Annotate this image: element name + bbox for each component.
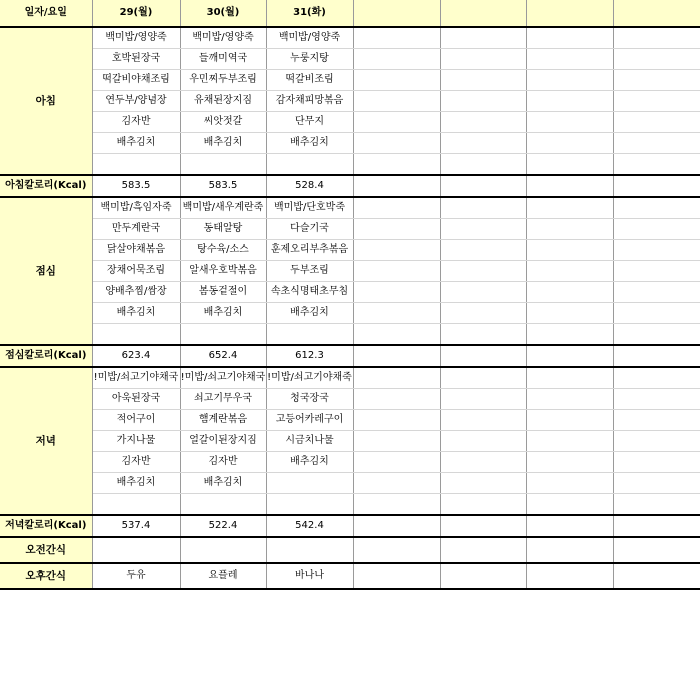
empty-cell[interactable]: [613, 133, 700, 154]
empty-cell[interactable]: [526, 473, 613, 494]
empty-cell[interactable]: [440, 70, 526, 91]
empty-cell[interactable]: [526, 219, 613, 240]
empty-cell[interactable]: [353, 261, 440, 282]
empty-cell[interactable]: [613, 537, 700, 563]
empty-cell[interactable]: [353, 27, 440, 49]
empty-cell[interactable]: [440, 367, 526, 389]
snack-item-cell[interactable]: [180, 537, 266, 563]
empty-cell[interactable]: [526, 133, 613, 154]
empty-cell[interactable]: [353, 563, 440, 589]
empty-cell[interactable]: [353, 515, 440, 537]
header-row: [0, 0, 700, 27]
snack-row: [0, 563, 700, 589]
empty-cell[interactable]: [526, 452, 613, 473]
empty-cell[interactable]: [526, 537, 613, 563]
menu-item-cell[interactable]: 닭살야채볶음: [92, 240, 180, 261]
menu-row: [0, 324, 700, 346]
empty-cell[interactable]: [353, 537, 440, 563]
menu-item-cell[interactable]: [92, 494, 180, 516]
menu-item-cell[interactable]: 김자반: [92, 452, 180, 473]
day-header-cell[interactable]: 30(월): [180, 0, 266, 27]
empty-cell[interactable]: [440, 133, 526, 154]
menu-item-cell[interactable]: 얼갈이된장지짐: [180, 431, 266, 452]
menu-item-cell[interactable]: 우민찌두부조림: [180, 70, 266, 91]
kcal-value-cell[interactable]: 652.4: [180, 345, 266, 367]
day-header-cell[interactable]: 31(화): [266, 0, 353, 27]
empty-cell[interactable]: [440, 49, 526, 70]
menu-item-cell[interactable]: 시금치나물: [266, 431, 353, 452]
kcal-row: [0, 345, 700, 367]
menu-item-cell[interactable]: 호박된장국: [92, 49, 180, 70]
kcal-value-cell[interactable]: 537.4: [92, 515, 180, 537]
menu-row: [0, 27, 700, 49]
empty-cell[interactable]: [526, 27, 613, 49]
empty-cell[interactable]: [613, 389, 700, 410]
empty-cell[interactable]: [353, 154, 440, 176]
empty-cell[interactable]: [440, 197, 526, 219]
menu-row: [0, 219, 700, 240]
menu-row: [0, 389, 700, 410]
empty-cell[interactable]: [613, 70, 700, 91]
menu-item-cell[interactable]: [92, 154, 180, 176]
menu-item-cell[interactable]: !미밥/쇠고기야채죽: [266, 367, 353, 389]
menu-item-cell[interactable]: 두부조림: [266, 261, 353, 282]
meal-label-cell[interactable]: 저녁: [0, 367, 92, 515]
empty-cell[interactable]: [440, 563, 526, 589]
day-header-cell[interactable]: [440, 0, 526, 27]
menu-item-cell[interactable]: 백미밥/새우계란죽: [180, 197, 266, 219]
menu-item-cell[interactable]: 배추김치: [266, 452, 353, 473]
menu-item-cell[interactable]: 백미밥/영양죽: [180, 27, 266, 49]
empty-cell[interactable]: [440, 494, 526, 516]
menu-item-cell[interactable]: 배추김치: [180, 133, 266, 154]
empty-cell[interactable]: [613, 473, 700, 494]
empty-cell[interactable]: [353, 494, 440, 516]
empty-cell[interactable]: [613, 112, 700, 133]
menu-item-cell[interactable]: [266, 154, 353, 176]
kcal-value-cell[interactable]: 583.5: [180, 175, 266, 197]
empty-cell[interactable]: [613, 49, 700, 70]
meal-label-cell[interactable]: 점심: [0, 197, 92, 345]
menu-item-cell[interactable]: 알새우호박볶음: [180, 261, 266, 282]
empty-cell[interactable]: [440, 303, 526, 324]
menu-item-cell[interactable]: 백미밥/흑임자죽: [92, 197, 180, 219]
menu-item-cell[interactable]: 탕수육/소스: [180, 240, 266, 261]
menu-item-cell[interactable]: 배추김치: [92, 133, 180, 154]
empty-cell[interactable]: [353, 389, 440, 410]
meal-label-cell[interactable]: 아침: [0, 27, 92, 175]
menu-item-cell[interactable]: 백미밥/영양죽: [266, 27, 353, 49]
menu-item-cell[interactable]: 봄동겉절이: [180, 282, 266, 303]
snack-label-cell[interactable]: 오전간식: [0, 537, 92, 563]
snack-item-cell[interactable]: [266, 537, 353, 563]
empty-cell[interactable]: [353, 197, 440, 219]
empty-cell[interactable]: [613, 563, 700, 589]
empty-cell[interactable]: [613, 219, 700, 240]
menu-row: [0, 494, 700, 516]
menu-row: [0, 112, 700, 133]
empty-cell[interactable]: [613, 261, 700, 282]
kcal-value-cell[interactable]: 542.4: [266, 515, 353, 537]
empty-cell[interactable]: [440, 175, 526, 197]
menu-item-cell[interactable]: 동태알탕: [180, 219, 266, 240]
menu-item-cell[interactable]: [180, 324, 266, 346]
menu-item-cell[interactable]: !미밥/쇠고기야채국: [92, 367, 180, 389]
menu-row: [0, 240, 700, 261]
menu-item-cell[interactable]: 배추김치: [180, 473, 266, 494]
menu-item-cell[interactable]: 훈제오리부추볶음: [266, 240, 353, 261]
empty-cell[interactable]: [526, 175, 613, 197]
menu-row: [0, 431, 700, 452]
menu-item-cell[interactable]: 씨앗젓갈: [180, 112, 266, 133]
empty-cell[interactable]: [613, 367, 700, 389]
menu-item-cell[interactable]: 백미밥/영양죽: [92, 27, 180, 49]
menu-item-cell[interactable]: 김자반: [180, 452, 266, 473]
empty-cell[interactable]: [353, 219, 440, 240]
menu-row: [0, 70, 700, 91]
empty-cell[interactable]: [526, 494, 613, 516]
menu-item-cell[interactable]: 배추김치: [180, 303, 266, 324]
menu-item-cell[interactable]: 들깨미역국: [180, 49, 266, 70]
menu-item-cell[interactable]: 청국장국: [266, 389, 353, 410]
day-header-cell[interactable]: [613, 0, 700, 27]
empty-cell[interactable]: [613, 515, 700, 537]
empty-cell[interactable]: [526, 324, 613, 346]
menu-item-cell[interactable]: 배추김치: [92, 473, 180, 494]
empty-cell[interactable]: [526, 345, 613, 367]
kcal-label-cell[interactable]: 저녁칼로리(Kcal): [0, 515, 92, 537]
empty-cell[interactable]: [613, 154, 700, 176]
empty-cell[interactable]: [440, 261, 526, 282]
empty-cell[interactable]: [440, 27, 526, 49]
kcal-value-cell[interactable]: 583.5: [92, 175, 180, 197]
menu-item-cell[interactable]: 아욱된장국: [92, 389, 180, 410]
menu-item-cell[interactable]: 배추김치: [266, 133, 353, 154]
empty-cell[interactable]: [440, 410, 526, 431]
kcal-row: [0, 175, 700, 197]
corner-cell[interactable]: 일자/요일: [0, 0, 92, 27]
empty-cell[interactable]: [440, 240, 526, 261]
empty-cell[interactable]: [440, 515, 526, 537]
empty-cell[interactable]: [353, 324, 440, 346]
empty-cell[interactable]: [526, 49, 613, 70]
empty-cell[interactable]: [613, 345, 700, 367]
menu-item-cell[interactable]: 김자반: [92, 112, 180, 133]
empty-cell[interactable]: [526, 303, 613, 324]
menu-item-cell[interactable]: [180, 154, 266, 176]
empty-cell[interactable]: [613, 175, 700, 197]
empty-cell[interactable]: [613, 494, 700, 516]
menu-item-cell[interactable]: 떡갈비야채조림: [92, 70, 180, 91]
empty-cell[interactable]: [440, 537, 526, 563]
menu-item-cell[interactable]: 적어구이: [92, 410, 180, 431]
menu-item-cell[interactable]: 백미밥/단호박죽: [266, 197, 353, 219]
empty-cell[interactable]: [613, 431, 700, 452]
snack-item-cell[interactable]: [92, 537, 180, 563]
empty-cell[interactable]: [440, 389, 526, 410]
empty-cell[interactable]: [353, 431, 440, 452]
menu-row: [0, 49, 700, 70]
kcal-value-cell[interactable]: 522.4: [180, 515, 266, 537]
menu-item-cell[interactable]: 단무지: [266, 112, 353, 133]
empty-cell[interactable]: [613, 452, 700, 473]
menu-item-cell[interactable]: [266, 473, 353, 494]
empty-cell[interactable]: [526, 563, 613, 589]
empty-cell[interactable]: [526, 389, 613, 410]
empty-cell[interactable]: [440, 473, 526, 494]
menu-item-cell[interactable]: 유채된장지짐: [180, 91, 266, 112]
empty-cell[interactable]: [353, 367, 440, 389]
day-header-cell[interactable]: [526, 0, 613, 27]
empty-cell[interactable]: [526, 367, 613, 389]
menu-item-cell[interactable]: [92, 324, 180, 346]
empty-cell[interactable]: [440, 324, 526, 346]
empty-cell[interactable]: [353, 91, 440, 112]
empty-cell[interactable]: [353, 452, 440, 473]
snack-item-cell[interactable]: 두유: [92, 563, 180, 589]
empty-cell[interactable]: [353, 345, 440, 367]
menu-row: [0, 197, 700, 219]
snack-row: [0, 537, 700, 563]
menu-item-cell[interactable]: 배추김치: [266, 303, 353, 324]
menu-row: [0, 154, 700, 176]
empty-cell[interactable]: [613, 303, 700, 324]
snack-label-cell[interactable]: 오후간식: [0, 563, 92, 589]
menu-row: [0, 473, 700, 494]
menu-item-cell[interactable]: 연두부/양념장: [92, 91, 180, 112]
empty-cell[interactable]: [526, 197, 613, 219]
menu-item-cell[interactable]: 감자채피망볶음: [266, 91, 353, 112]
menu-row: [0, 452, 700, 473]
menu-item-cell[interactable]: [266, 494, 353, 516]
empty-cell[interactable]: [526, 515, 613, 537]
day-header-cell[interactable]: [353, 0, 440, 27]
menu-item-cell[interactable]: [180, 494, 266, 516]
empty-cell[interactable]: [440, 345, 526, 367]
empty-cell[interactable]: [613, 91, 700, 112]
empty-cell[interactable]: [353, 49, 440, 70]
empty-cell[interactable]: [353, 282, 440, 303]
menu-item-cell[interactable]: 장채어묵조림: [92, 261, 180, 282]
menu-row: [0, 261, 700, 282]
empty-cell[interactable]: [353, 303, 440, 324]
empty-cell[interactable]: [526, 431, 613, 452]
empty-cell[interactable]: [440, 219, 526, 240]
empty-cell[interactable]: [526, 261, 613, 282]
menu-row: [0, 133, 700, 154]
empty-cell[interactable]: [526, 240, 613, 261]
menu-row: [0, 282, 700, 303]
empty-cell[interactable]: [440, 282, 526, 303]
empty-cell[interactable]: [353, 175, 440, 197]
empty-cell[interactable]: [526, 154, 613, 176]
menu-item-cell[interactable]: 누룽지탕: [266, 49, 353, 70]
menu-item-cell[interactable]: 고등어카레구이: [266, 410, 353, 431]
empty-cell[interactable]: [613, 197, 700, 219]
empty-cell[interactable]: [613, 27, 700, 49]
menu-item-cell[interactable]: 속초식명태초무침: [266, 282, 353, 303]
empty-cell[interactable]: [526, 112, 613, 133]
empty-cell[interactable]: [440, 112, 526, 133]
empty-cell[interactable]: [613, 410, 700, 431]
kcal-value-cell[interactable]: 623.4: [92, 345, 180, 367]
empty-cell[interactable]: [613, 282, 700, 303]
menu-item-cell[interactable]: 가지나물: [92, 431, 180, 452]
snack-item-cell[interactable]: 바나나: [266, 563, 353, 589]
kcal-value-cell[interactable]: 612.3: [266, 345, 353, 367]
snack-item-cell[interactable]: 요플레: [180, 563, 266, 589]
menu-item-cell[interactable]: 쇠고기무우국: [180, 389, 266, 410]
empty-cell[interactable]: [526, 91, 613, 112]
empty-cell[interactable]: [613, 240, 700, 261]
kcal-label-cell[interactable]: 점심칼로리(Kcal): [0, 345, 92, 367]
menu-row: [0, 91, 700, 112]
empty-cell[interactable]: [353, 133, 440, 154]
empty-cell[interactable]: [353, 70, 440, 91]
empty-cell[interactable]: [353, 112, 440, 133]
empty-cell[interactable]: [440, 154, 526, 176]
kcal-label-cell[interactable]: 아침칼로리(Kcal): [0, 175, 92, 197]
menu-item-cell[interactable]: 다슬기국: [266, 219, 353, 240]
empty-cell[interactable]: [440, 431, 526, 452]
menu-row: [0, 410, 700, 431]
empty-cell[interactable]: [440, 91, 526, 112]
menu-row: [0, 303, 700, 324]
empty-cell[interactable]: [526, 70, 613, 91]
menu-item-cell[interactable]: 배추김치: [92, 303, 180, 324]
kcal-row: [0, 515, 700, 537]
empty-cell[interactable]: [526, 410, 613, 431]
empty-cell[interactable]: [613, 324, 700, 346]
menu-item-cell[interactable]: 햄계란볶음: [180, 410, 266, 431]
kcal-value-cell[interactable]: 528.4: [266, 175, 353, 197]
empty-cell[interactable]: [353, 240, 440, 261]
day-header-cell[interactable]: 29(월): [92, 0, 180, 27]
empty-cell[interactable]: [353, 473, 440, 494]
empty-cell[interactable]: [440, 452, 526, 473]
menu-item-cell[interactable]: 양배추찜/쌈장: [92, 282, 180, 303]
menu-item-cell[interactable]: 떡갈비조림: [266, 70, 353, 91]
menu-row: [0, 367, 700, 389]
menu-item-cell[interactable]: 만두계란국: [92, 219, 180, 240]
empty-cell[interactable]: [353, 410, 440, 431]
menu-item-cell[interactable]: !미밥/쇠고기야채국: [180, 367, 266, 389]
empty-cell[interactable]: [526, 282, 613, 303]
menu-item-cell[interactable]: [266, 324, 353, 346]
